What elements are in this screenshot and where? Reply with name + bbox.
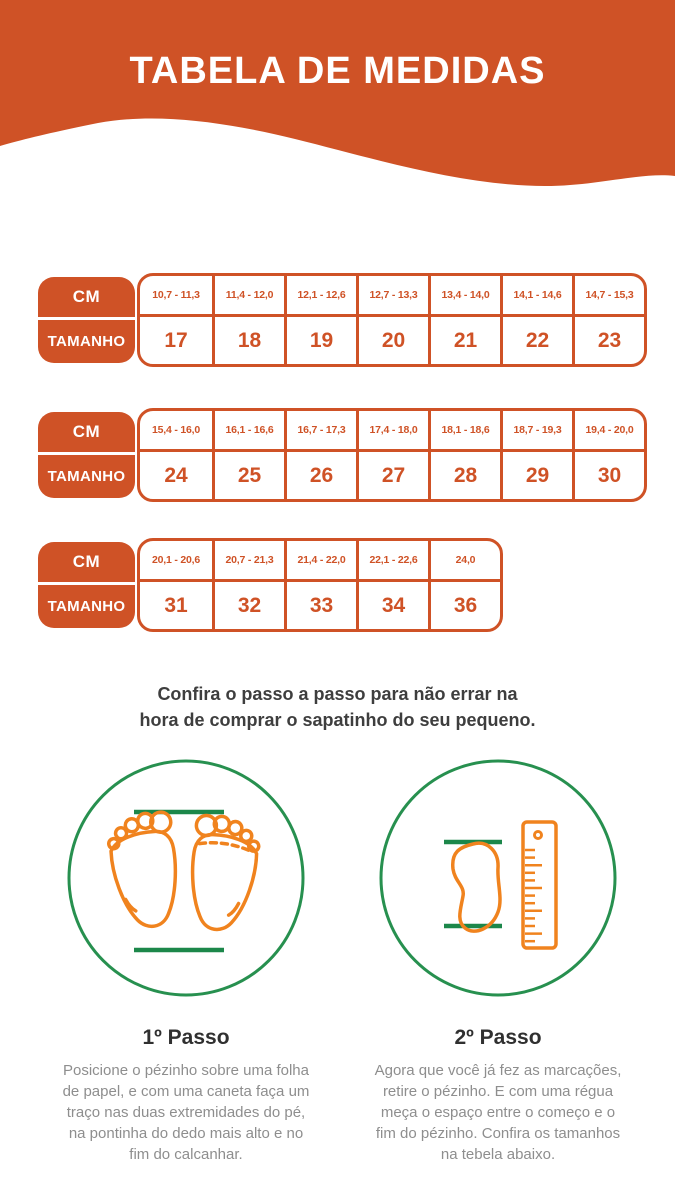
size-column: [140, 411, 212, 499]
cm-range-cell: 20,7 - 21,3: [215, 541, 284, 582]
size-cell: 33: [309, 593, 334, 617]
text-line: meça o espaço entre o começo e o: [380, 1104, 616, 1121]
header-wave-shape: [0, 0, 675, 200]
size-column: [284, 411, 356, 499]
size-grid: [137, 273, 647, 367]
size-cell: 34: [381, 593, 406, 617]
step-2-description: [342, 1060, 654, 1165]
size-column: [428, 411, 500, 499]
cm-range-cell: 18,7 - 19,3: [503, 411, 572, 452]
foot-trace-illustration: [453, 843, 500, 931]
size-cell: 32: [237, 593, 262, 617]
cm-range-cell: 20,1 - 20,6: [140, 541, 212, 582]
row-label-tamanho: TAMANHO: [47, 468, 126, 485]
size-column: [212, 541, 284, 629]
size-cell: 27: [381, 463, 406, 487]
cm-range-cell: 11,4 - 12,0: [215, 276, 284, 317]
step-circle-border: [69, 761, 303, 995]
cm-range-cell: 19,4 - 20,0: [575, 411, 644, 452]
size-column: [356, 411, 428, 499]
page-title: TABELA DE MEDIDAS: [129, 50, 546, 92]
size-grid: [137, 408, 647, 502]
size-column: [500, 411, 572, 499]
step-2-title: 2º Passo: [454, 1026, 542, 1049]
text-line: fim do pézinho. Confira os tamanhos: [375, 1125, 621, 1142]
size-column: [356, 276, 428, 364]
size-cell: 23: [597, 328, 622, 352]
ruler-hole: [535, 832, 542, 839]
cm-range-cell: 24,0: [431, 541, 500, 582]
row-label-cm: CM: [72, 552, 101, 571]
step-2-column: [342, 756, 654, 1165]
size-cell: 25: [237, 463, 262, 487]
size-cell: 26: [309, 463, 334, 487]
size-column: [572, 411, 644, 499]
size-grid: [137, 538, 503, 632]
size-cell: 17: [164, 328, 188, 352]
cm-range-cell: 12,1 - 12,6: [287, 276, 356, 317]
size-column: [428, 541, 500, 629]
cm-range-cell: 14,7 - 15,3: [575, 276, 644, 317]
size-cell: 19: [309, 328, 334, 352]
size-cell: 21: [453, 328, 478, 352]
cm-range-cell: 16,1 - 16,6: [215, 411, 284, 452]
size-column: [140, 276, 212, 364]
size-table-31-36: [38, 538, 503, 632]
size-column: [428, 276, 500, 364]
size-column: [284, 276, 356, 364]
text-line: fim do calcanhar.: [129, 1146, 243, 1163]
text-line: retire o pézinho. E com uma régua: [382, 1083, 614, 1100]
size-cell: 29: [525, 463, 550, 487]
cm-range-cell: 18,1 - 18,6: [431, 411, 500, 452]
size-column: [212, 276, 284, 364]
foot-trace-ruler-icon: [376, 756, 620, 1000]
text-line: Agora que você já fez as marcações,: [374, 1062, 622, 1079]
step-1-description: [30, 1060, 342, 1165]
text-line: de papel, e com uma caneta faça um: [62, 1083, 310, 1100]
size-cell: 28: [453, 463, 478, 487]
row-label-cm: CM: [72, 422, 101, 441]
size-table-17-23: [38, 273, 647, 367]
row-label-block: [38, 277, 135, 363]
cm-range-cell: 14,1 - 14,6: [503, 276, 572, 317]
size-column: [500, 276, 572, 364]
cm-range-cell: 13,4 - 14,0: [431, 276, 500, 317]
cm-range-cell: 12,7 - 13,3: [359, 276, 428, 317]
ruler-illustration: [523, 822, 556, 948]
row-label-block: [38, 412, 135, 498]
size-cell: 30: [597, 463, 622, 487]
size-cell: 36: [453, 593, 478, 617]
size-column: [212, 411, 284, 499]
text-line: traço nas duas extremidades do pé,: [66, 1104, 306, 1121]
text-line: Confira o passo a passo para não errar na: [157, 684, 518, 704]
size-table-24-30: [38, 408, 647, 502]
text-line: na tebela abaixo.: [440, 1146, 556, 1163]
cm-range-cell: 22,1 - 22,6: [359, 541, 428, 582]
instructions-heading: [0, 681, 675, 733]
baby-feet-icon: [64, 756, 308, 1000]
step-1-column: [30, 756, 342, 1165]
step-1-title: 1º Passo: [142, 1026, 230, 1049]
size-column: [284, 541, 356, 629]
row-label-tamanho: TAMANHO: [47, 333, 126, 350]
row-label-block: [38, 542, 135, 628]
text-line: Posicione o pézinho sobre uma folha: [63, 1062, 309, 1079]
baby-feet-illustration: [105, 809, 263, 934]
row-label-tamanho: TAMANHO: [47, 598, 126, 615]
text-line: hora de comprar o sapatinho do seu pequeno.: [139, 710, 536, 730]
size-cell: 31: [164, 593, 188, 617]
cm-range-cell: 15,4 - 16,0: [140, 411, 212, 452]
size-cell: 20: [381, 328, 406, 352]
size-column: [356, 541, 428, 629]
size-cell: 24: [164, 463, 188, 487]
cm-range-cell: 16,7 - 17,3: [287, 411, 356, 452]
size-column: [572, 276, 644, 364]
size-cell: 22: [525, 328, 550, 352]
text-line: na pontinha do dedo mais alto e no: [68, 1125, 304, 1142]
ruler-ticks: [525, 850, 542, 941]
cm-range-cell: 21,4 - 22,0: [287, 541, 356, 582]
cm-range-cell: 10,7 - 11,3: [140, 276, 212, 317]
size-column: [140, 541, 212, 629]
row-label-cm: CM: [72, 287, 101, 306]
cm-range-cell: 17,4 - 18,0: [359, 411, 428, 452]
size-cell: 18: [237, 328, 262, 352]
